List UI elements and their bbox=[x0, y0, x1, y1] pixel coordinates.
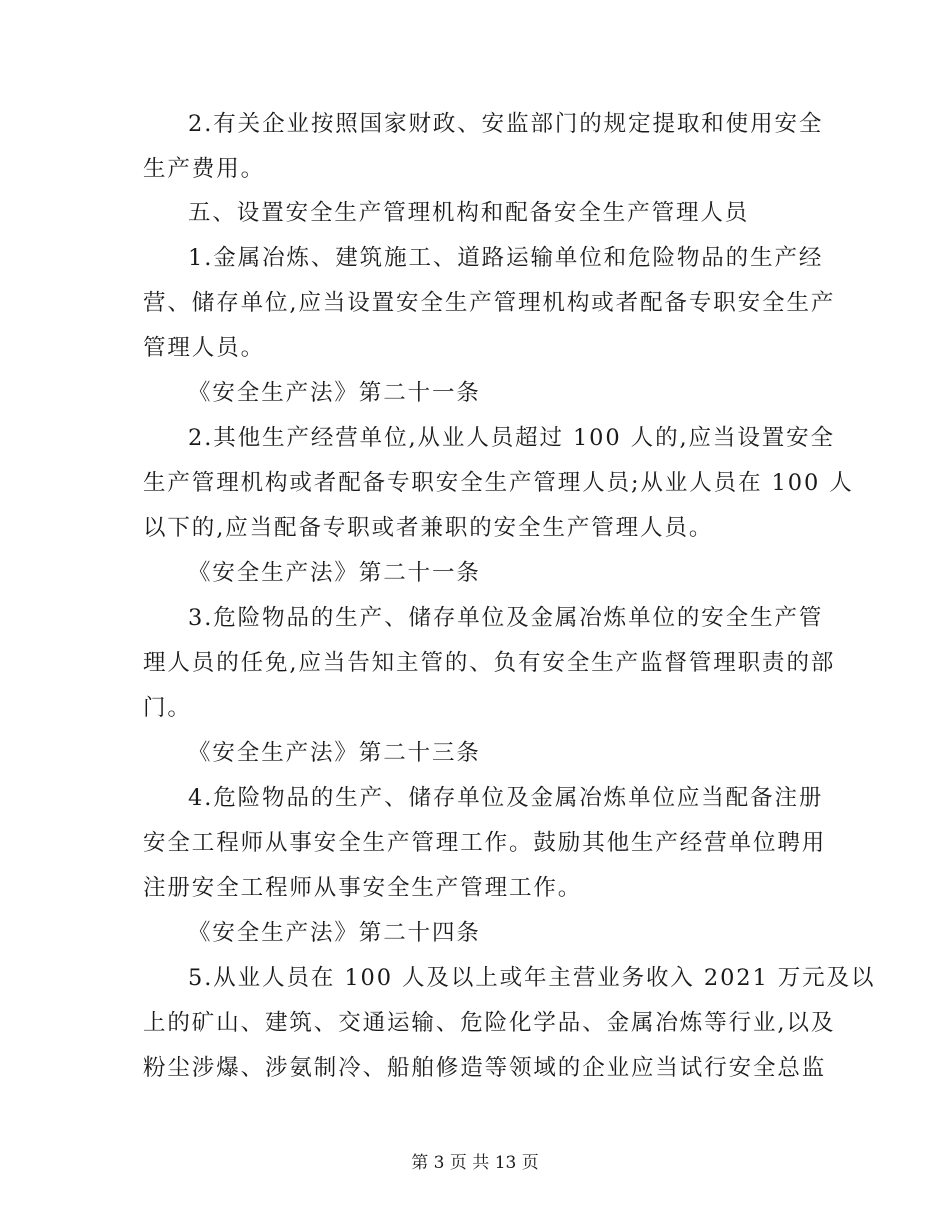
section-heading: 五、设置安全生产管理机构和配备安全生产管理人员 bbox=[188, 200, 750, 226]
paragraph-line: 营、储存单位,应当设置安全生产管理机构或者配备专职安全生产 bbox=[143, 290, 836, 316]
paragraph-line: 安全工程师从事安全生产管理工作。鼓励其他生产经营单位聘用 bbox=[143, 830, 827, 856]
paragraph-line: 5.从业人员在 100 人及以上或年主营业务收入 2021 万元及以 bbox=[188, 965, 876, 991]
paragraph-line: 1.金属冶炼、建筑施工、道路运输单位和危险物品的生产经 bbox=[188, 245, 824, 271]
paragraph-line: 2.有关企业按照国家财政、安监部门的规定提取和使用安全 bbox=[188, 111, 824, 137]
paragraph-line: 粉尘涉爆、涉氨制冷、船舶修造等领域的企业应当试行安全总监 bbox=[143, 1055, 827, 1081]
paragraph-line: 2.其他生产经营单位,从业人员超过 100 人的,应当设置安全 bbox=[188, 425, 835, 451]
paragraph-line: 生产费用。 bbox=[143, 156, 266, 182]
paragraph-line: 以下的,应当配备专职或者兼职的安全生产管理人员。 bbox=[143, 515, 714, 541]
paragraph-line: 管理人员。 bbox=[143, 335, 266, 361]
paragraph-line: 生产管理机构或者配备专职安全生产管理人员;从业人员在 100 人 bbox=[143, 470, 854, 496]
paragraph-line: 门。 bbox=[143, 695, 192, 721]
paragraph-line: 注册安全工程师从事安全生产管理工作。 bbox=[143, 875, 583, 901]
law-citation: 《安全生产法》第二十三条 bbox=[188, 740, 481, 766]
paragraph-line: 上的矿山、建筑、交通运输、危险化学品、金属冶炼等行业,以及 bbox=[143, 1010, 836, 1036]
law-citation: 《安全生产法》第二十四条 bbox=[188, 920, 481, 946]
paragraph-line: 4.危险物品的生产、储存单位及金属冶炼单位应当配备注册 bbox=[188, 785, 824, 811]
page-number-footer: 第 3 页 共 13 页 bbox=[411, 1153, 539, 1173]
paragraph-line: 理人员的任免,应当告知主管的、负有安全生产监督管理职责的部 bbox=[143, 650, 836, 676]
law-citation: 《安全生产法》第二十一条 bbox=[188, 380, 481, 406]
law-citation: 《安全生产法》第二十一条 bbox=[188, 560, 481, 586]
paragraph-line: 3.危险物品的生产、储存单位及金属冶炼单位的安全生产管 bbox=[188, 605, 824, 631]
